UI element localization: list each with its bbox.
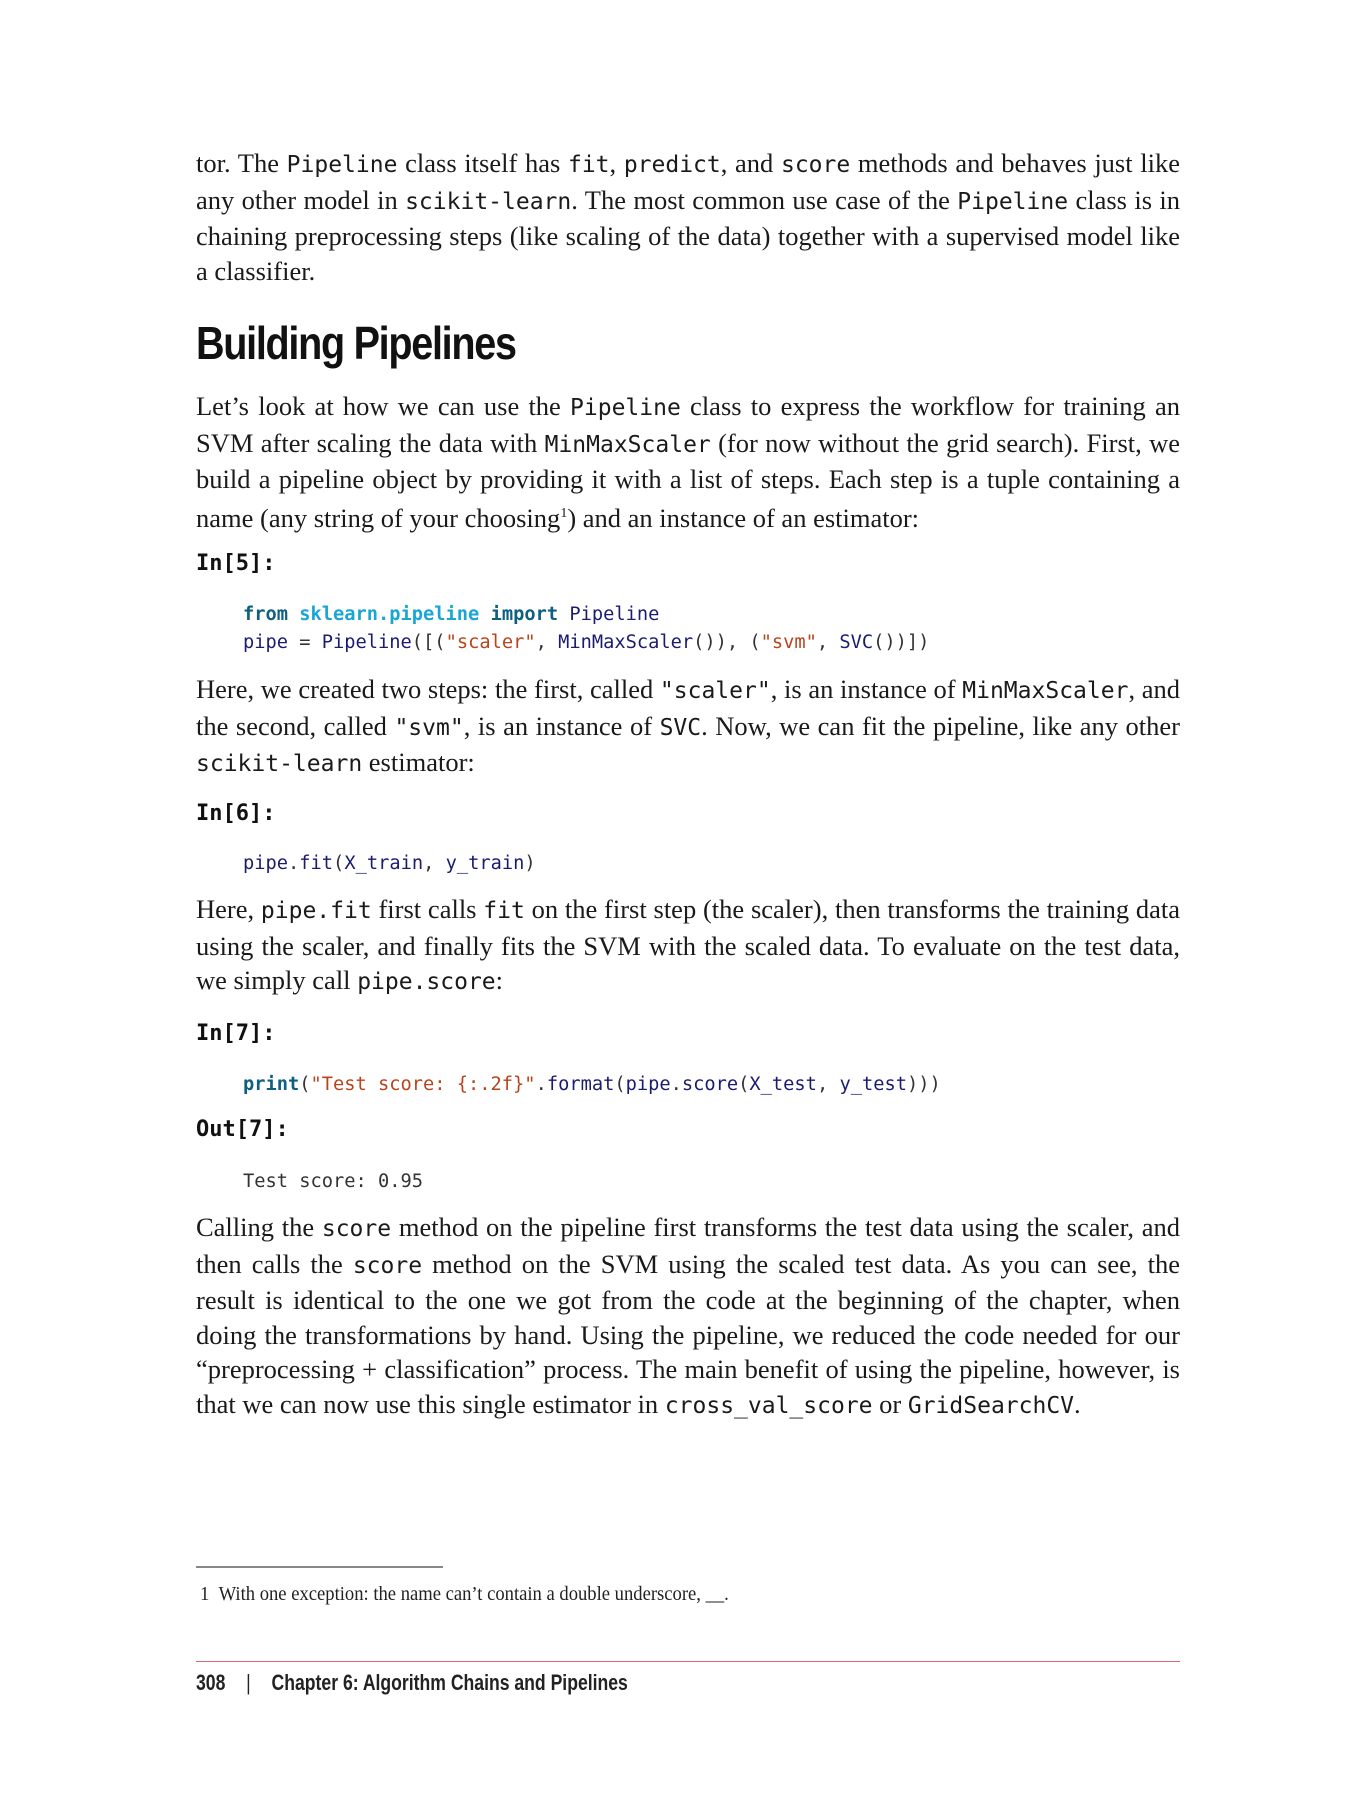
prompt-in5: In[5]:	[196, 551, 276, 576]
inline-code: scikit-learn	[196, 751, 363, 778]
code-token: MinMaxScaler	[558, 632, 694, 653]
code-line	[243, 850, 1227, 878]
inline-code: Pipeline	[957, 188, 1069, 215]
text-run: Here, we created two steps: the first, called	[196, 674, 660, 704]
code-token: pipe	[243, 632, 289, 653]
code-token: X_test	[749, 1074, 817, 1095]
paragraph-score-method	[196, 1210, 1180, 1424]
text-run: , and	[720, 148, 781, 178]
code-line	[243, 629, 1227, 657]
page-footer	[196, 1670, 628, 1696]
text-run: or	[872, 1388, 908, 1419]
code-cell-in6	[243, 850, 1227, 878]
text-run: first calls	[371, 894, 484, 924]
text-run: class is in chaining preprocessing steps (like scaling of the data) together with a supervised model like a classifier.	[196, 184, 1180, 286]
inline-code: score	[352, 1252, 423, 1279]
text-run: estimator:	[362, 747, 475, 778]
prompt-in6: In[6]:	[196, 801, 276, 826]
section-heading	[196, 316, 1180, 370]
code-token: ,	[535, 632, 559, 653]
inline-code: Pipeline	[286, 152, 398, 178]
footnote-text: With one exception: the name can’t contain a double underscore, __.	[218, 1583, 729, 1605]
inline-code: fit	[567, 152, 610, 178]
text-run: Here,	[196, 894, 261, 924]
inline-code: scikit-learn	[405, 188, 572, 215]
inline-code: GridSearchCV	[907, 1392, 1075, 1419]
paragraph-two-steps	[196, 672, 1180, 782]
code-token: "Test score: {:.2f}"	[310, 1074, 536, 1095]
inline-code: pipe.score	[357, 969, 496, 996]
code-token: =	[288, 632, 322, 653]
code-token: score	[681, 1074, 739, 1095]
code-cell-in5	[243, 601, 1227, 657]
footer-divider	[196, 1661, 1180, 1662]
code-token: pipe	[243, 853, 289, 874]
code-token: pipe	[625, 1074, 671, 1095]
inline-code: fit	[483, 898, 525, 924]
code-token: "svm"	[760, 632, 817, 653]
inline-code: Pipeline	[570, 395, 681, 421]
code-token: "scaler"	[445, 632, 536, 653]
code-token	[558, 604, 569, 625]
code-token: print	[243, 1074, 300, 1095]
text-run: Calling the	[196, 1212, 322, 1242]
code-token: sklearn.pipeline	[299, 604, 480, 625]
code-token: ,	[816, 632, 840, 653]
code-token	[479, 604, 490, 625]
code-token: ,	[816, 1074, 840, 1095]
code-line	[243, 1071, 1227, 1099]
code-token: from	[243, 604, 289, 625]
text-run: .	[1074, 1388, 1081, 1419]
code-token: ()), (	[693, 632, 761, 653]
footer-separator: |	[246, 1670, 251, 1695]
inline-code: predict	[623, 152, 721, 178]
inline-code: "svm"	[394, 714, 464, 741]
heading-building-pipelines: Building Pipelines	[196, 317, 516, 369]
footnote-divider	[196, 1566, 443, 1568]
text-run: . The most common use case of the	[571, 184, 958, 215]
code-token: (	[299, 1074, 311, 1095]
inline-code: MinMaxScaler	[962, 678, 1129, 704]
code-token: )	[524, 853, 536, 874]
text-run: method on the pipeline first transforms the test data using the scaler, and then calls the	[196, 1212, 1180, 1279]
code-token: Pipeline	[321, 632, 412, 653]
code-line	[243, 601, 1227, 629]
code-token: import	[490, 604, 559, 625]
code-cell-in7	[243, 1071, 1227, 1099]
code-token: SVC	[839, 632, 874, 653]
inline-code: cross_val_score	[664, 1392, 873, 1419]
footnote-ref[interactable]: 1	[560, 505, 568, 521]
prompt-in7: In[7]:	[196, 1021, 276, 1046]
code-token: fit	[299, 853, 334, 874]
inline-code: pipe.fit	[260, 898, 372, 924]
code-token: (	[333, 853, 345, 874]
code-token: y_train	[445, 853, 525, 874]
text-run: , is an instance of	[770, 674, 963, 704]
page-number: 308	[196, 1670, 226, 1695]
code-token: format	[546, 1074, 615, 1095]
chapter-title: Chapter 6: Algorithm Chains and Pipelines	[271, 1670, 628, 1695]
text-run: class to express the workflow for training an SVM after scaling the data with	[196, 391, 1180, 458]
paragraph-pipeline-intro	[196, 389, 1180, 535]
text-run: class itself has	[397, 148, 568, 178]
code-token: .	[670, 1074, 682, 1095]
text-run: :	[495, 965, 504, 996]
text-run: Let’s look at how we can use the	[196, 391, 571, 421]
code-token: ,	[423, 853, 446, 874]
code-token: ())])	[873, 632, 930, 653]
inline-code: "scaler"	[659, 678, 771, 704]
code-token: (	[614, 1074, 626, 1095]
code-token: Pipeline	[569, 604, 660, 625]
text-run: methods and behaves just like any other model in	[196, 148, 1181, 215]
inline-code: score	[780, 152, 851, 178]
text-run: tor. The	[196, 148, 287, 178]
paragraph-pipe-fit	[196, 892, 1180, 1000]
text-run: (for now without the grid search). First, we build a pipeline object by providing it with a list of steps. Each step is a tuple containing a name (any string of your choosing	[196, 427, 1180, 533]
code-token: (	[738, 1074, 750, 1095]
text-run: , and the second, called	[196, 674, 1180, 741]
text-run: method on the SVM using the scaled test data. As you can see, the result is identical to the one we got from the code at the beginning of the chapter, when doing the transformations by hand. Using the pipeline, we reduced the code needed for our “preprocessing + classification” process. The main benefit of using the pipeline, however, is that we can now use this single estimator in	[196, 1248, 1180, 1419]
text-run: . Now, we can fit the pipeline, like any other	[701, 710, 1180, 741]
code-token: X_train	[344, 853, 424, 874]
code-token: ([(	[411, 632, 446, 653]
prompt-out7: Out[7]:	[196, 1117, 289, 1142]
paragraph-intro	[196, 146, 1180, 288]
inline-code: score	[321, 1216, 392, 1242]
footnote	[200, 1583, 729, 1606]
footnote-number: 1	[200, 1583, 210, 1605]
code-token: Test score: 0.95	[243, 1171, 424, 1192]
text-run: ) and an instance of an estimator:	[567, 502, 920, 533]
output-cell-out7	[243, 1168, 1227, 1196]
text-run: on the first step (the scaler), then transforms the training data using the scaler, and finally fits the SVM with the scaled data. To evaluate on the test data, we simply call	[196, 894, 1180, 996]
text-run: ,	[609, 148, 624, 178]
code-token	[288, 604, 299, 625]
code-token: )))	[906, 1074, 941, 1095]
code-token: .	[288, 853, 300, 874]
text-run: , is an instance of	[463, 710, 660, 741]
code-line	[243, 1168, 1227, 1196]
inline-code: MinMaxScaler	[544, 431, 711, 458]
code-token: y_test	[839, 1074, 907, 1095]
inline-code: SVC	[659, 714, 702, 741]
code-token: .	[535, 1074, 547, 1095]
